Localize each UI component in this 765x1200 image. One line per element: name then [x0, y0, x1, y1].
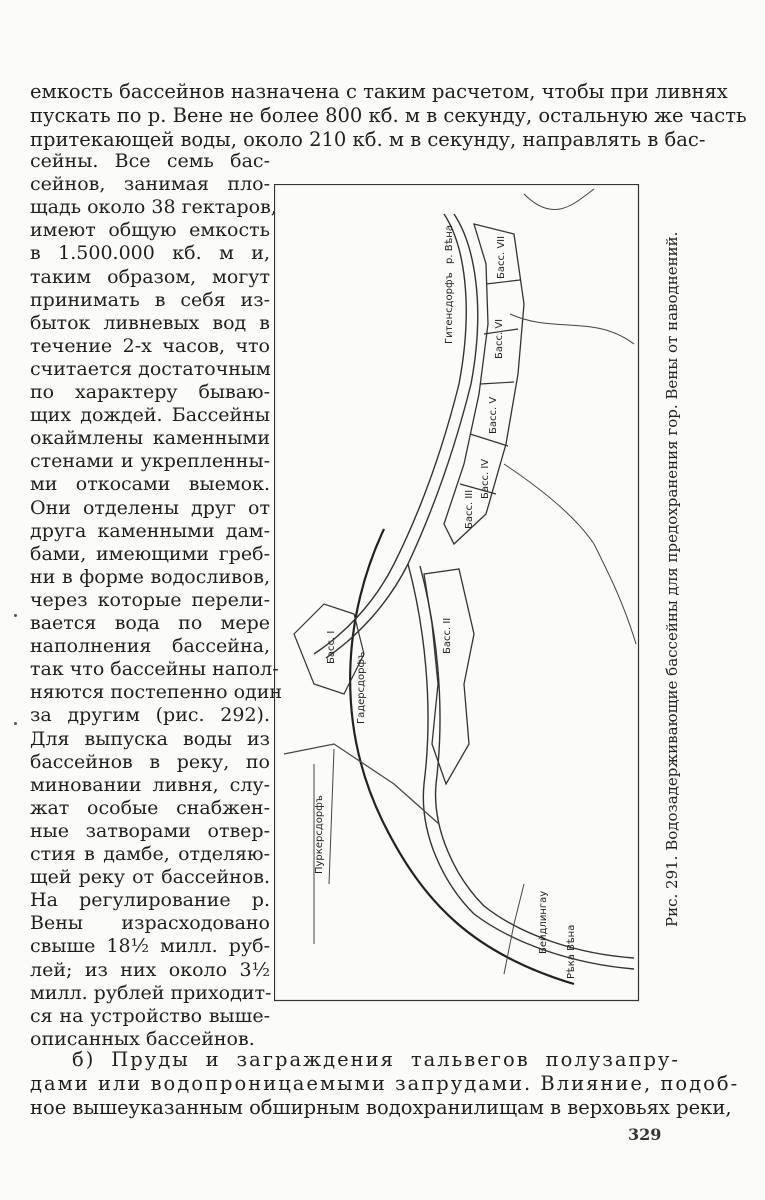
text-line: ни в форме водосливов,	[30, 565, 270, 588]
text-line: через которые перели-	[30, 588, 270, 611]
figure-caption: Рис. 291. Водозадерживающие бассейны для предохранения гор. Вены от наводнений.	[663, 231, 681, 927]
label-hadersdorf: Гадерсдорфъ	[356, 651, 367, 724]
text-line: щей реку от бассейнов.	[30, 866, 270, 889]
text-line: вается вода по мере	[30, 612, 270, 634]
text-line: лей; из них около 3½	[30, 958, 270, 981]
text-line: в 1.500.000 кб. м и,	[30, 242, 270, 265]
scan-dot	[14, 614, 17, 617]
text-line: таким образом, могут	[30, 265, 270, 288]
text-line: щадь около 38 гектаров,	[30, 196, 277, 219]
text-line: Вены израсходовано	[30, 912, 270, 935]
text-line: бассейнов в реку, по	[30, 750, 270, 773]
basin-label-7: Басс. VII	[496, 235, 507, 279]
figure-map	[274, 184, 656, 1002]
text-line: окаймлены каменными	[30, 427, 270, 450]
text-line: дами или водопроницаемыми запрудами. Влияние, подоб-	[30, 1072, 740, 1095]
page-number: 329	[628, 1125, 662, 1144]
text-line: Для выпуска воды из	[30, 727, 270, 750]
text-line: считается достаточным	[30, 357, 271, 380]
label-weidlingau: Вейдлингау	[538, 890, 549, 954]
text-line: сейны. Все семь бас-	[30, 150, 270, 172]
text-line: притекающей воды, около 210 кб. м в секунду, направлять в бас-	[30, 128, 706, 151]
text-line: принимать в себя из-	[30, 288, 270, 311]
text-line: ные затворами отвер-	[30, 819, 270, 842]
basin-label-3: Басс. III	[464, 489, 475, 529]
stream-top	[524, 189, 594, 210]
text-line: Они отделены друг от	[30, 496, 270, 519]
text-line: так что бассейны напол-	[30, 658, 279, 681]
road-a	[284, 744, 439, 824]
text-line: ся на устройство выше-	[30, 1004, 270, 1027]
text-line: емкость бассейнов назначена с таким расчетом, чтобы при ливнях	[30, 80, 728, 103]
label-purkersdorf: Пуркерсдорфъ	[314, 795, 325, 874]
text-line: ми откосами выемок.	[30, 473, 270, 496]
text-line: няются постепенно один	[30, 681, 283, 704]
text-line: описанных бассейнов.	[30, 1027, 255, 1050]
basin-label-6: Басс. VI	[494, 318, 505, 359]
text-line: за другим (рис. 292).	[30, 704, 270, 727]
text-line: свыше 18½ милл. руб-	[30, 935, 270, 958]
text-line: стия в дамбе, отделяю-	[30, 843, 270, 865]
basins-middle	[424, 569, 474, 784]
text-line: друга каменными дам-	[30, 519, 270, 542]
text-line: милл. рублей приходит-	[30, 981, 272, 1004]
basin-label-1: Басс. I	[326, 630, 337, 664]
text-line: пускать по р. Вене не более 800 кб. м в секунду, остальную же часть	[30, 104, 747, 127]
text-line: сейнов, занимая пло-	[30, 173, 270, 196]
text-line: по характеру бываю-	[30, 381, 270, 403]
text-line: течение 2-х часов, что	[30, 334, 270, 357]
basin-label-5: Басс. V	[488, 396, 499, 434]
scan-dot	[14, 722, 17, 725]
text-line: щих дождей. Бассейны	[30, 404, 270, 427]
label-hietzing: Гитенсдорфъ	[444, 272, 455, 344]
text-line: б) Пруды и заграждения тальвегов полузапру-	[72, 1048, 680, 1071]
map-drawing	[274, 184, 656, 1002]
text-line: наполнения бассейна,	[30, 635, 270, 658]
basin-label-4: Басс. IV	[480, 458, 491, 499]
text-line: имеют общую емкость	[30, 219, 270, 242]
text-line: ное вышеуказанным обширным водохранилищам в верховьях реки,	[30, 1096, 732, 1119]
text-line: стенами и укрепленны-	[30, 450, 270, 473]
text-line: На регулирование р.	[30, 889, 270, 912]
text-line: бами, имеющими греб-	[30, 542, 270, 565]
basin-label-2: Басс. II	[442, 617, 453, 654]
label-river-top: р. Вѣна	[444, 225, 455, 264]
text-line: быток ливневых вод в	[30, 311, 270, 334]
stream-east	[510, 314, 634, 344]
stream-southeast	[504, 464, 636, 644]
text-line: миновании ливня, слу-	[30, 773, 270, 796]
label-river-bottom: Рѣка Вѣна	[566, 924, 577, 979]
text-line: жат особые снабжен-	[30, 796, 270, 819]
